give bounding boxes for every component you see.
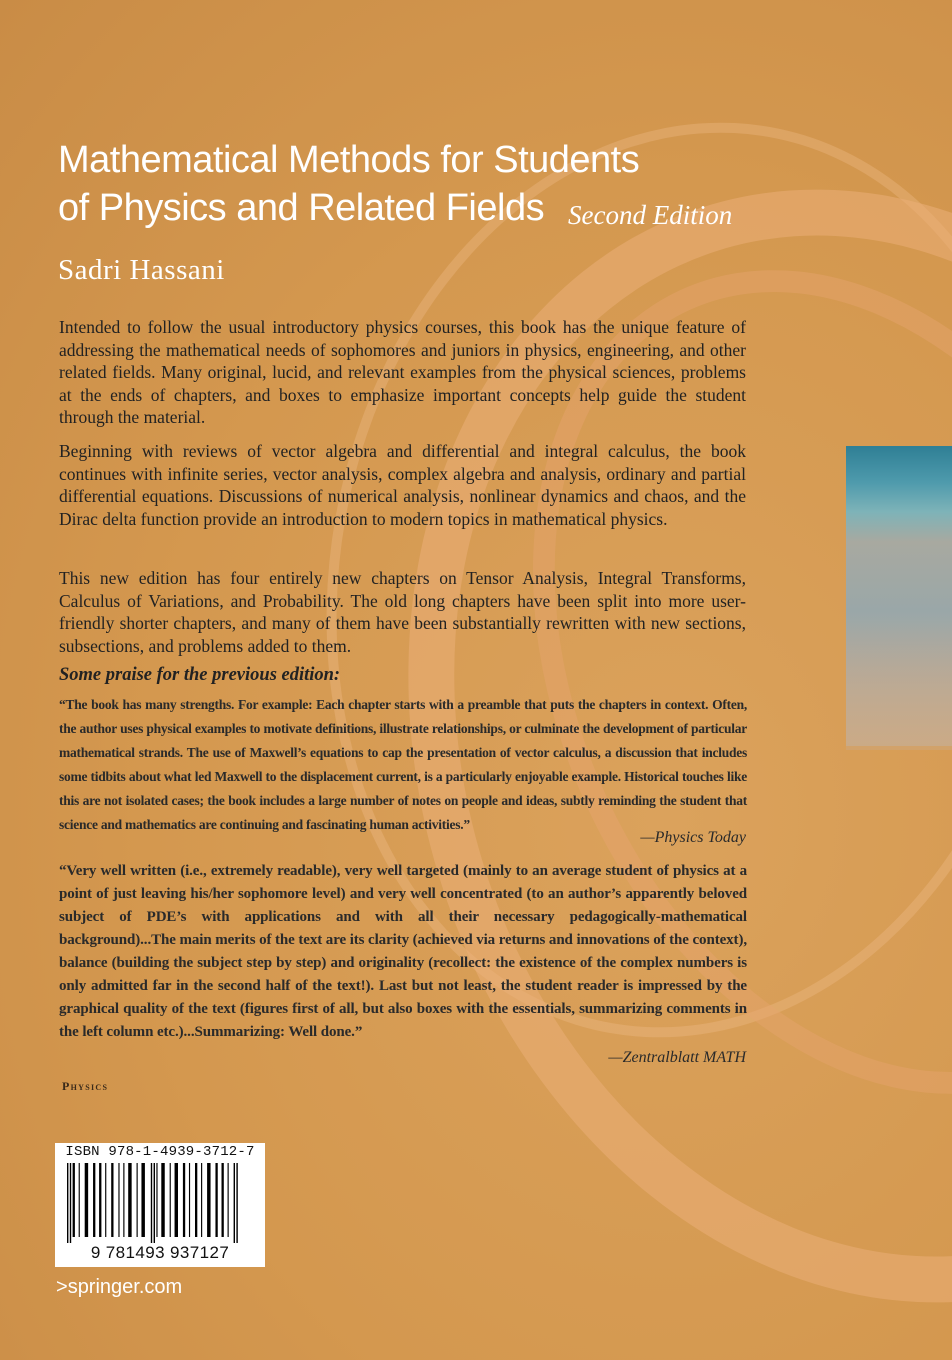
barcode-bar xyxy=(207,1163,210,1237)
description-paragraph: Intended to follow the usual introductory physics courses, this book has the unique feature of addressing the mathematical needs of sophomores and juniors in physics, engineering, and other related fields. Many original, lucid, and relevant examples from the physical sciences, problems at the ends of chapters, and boxes to emphasize important concepts help guide the student through the material. xyxy=(59,317,746,427)
barcode-bar xyxy=(73,1163,75,1237)
review-quote: “The book has many strengths. For example: Each chapter starts with a preamble that puts the chapters in context. Often, the author uses physical examples to motivate definitions, illustrate relationships, or culminate the development of particular mathematical strands. The use of Maxwell’s equations to cap the presentation of vector calculus, a discussion that includes some tidbits about what led Maxwell to the displacement current, is a particularly enjoyable example. Historical touches like this are not isolated cases; the book includes a large number of notes on people and ideas, subtly reminding the student that science and mathematics are continuing and fascinating human activities.” xyxy=(59,697,747,832)
barcode-bar xyxy=(128,1163,131,1237)
description-paragraph: Beginning with reviews of vector algebra and differential and integral calculus, the book continues with infinite series, vector analysis, complex algebra and analysis, ordinary and partial differential equations. Discussions of numerical analysis, nonlinear dynamics and chaos, and the Dirac delta function provide an introduction to modern topics in mathematical physics. xyxy=(59,441,746,529)
publisher-url-text: springer.com xyxy=(67,1276,183,1298)
barcode-bar xyxy=(105,1163,106,1237)
barcode-bar xyxy=(85,1163,88,1237)
barcode-bar xyxy=(215,1163,217,1237)
edition-label: Second Edition xyxy=(568,200,733,230)
barcode-bar xyxy=(79,1163,80,1237)
barcode-bar xyxy=(228,1163,229,1237)
book-title-line: of Physics and Related Fields xyxy=(58,187,545,229)
book-title-line: Mathematical Methods for Students xyxy=(58,139,640,181)
review-source: —Zentralblatt MATH xyxy=(608,1049,746,1066)
barcode-bar xyxy=(141,1163,144,1237)
barcode-bar xyxy=(93,1163,95,1237)
barcode-bar xyxy=(195,1163,197,1237)
review-quote: “Very well written (i.e., extremely readable), very well targeted (mainly to an average student of physics at a point of just leaving his/her sophomore level) and very well concentrated (to an author’s apparently beloved subject of PDE’s with applications and with all their necessary pedagogically-mathematical background)...The main merits of the text are its clarity (achieved via returns and innovations of the context), balance (building the subject step by step) and originality (recollect: the existence of the complex numbers is only admitted far in the second half of the text!). Last but not least, the student reader is impressed by the graphical quality of the text (figures first of all, but also boxes with the essentials, summarizing comments in the left column etc.)...Summarizing: Well done.” xyxy=(59,863,747,1040)
barcode-bar xyxy=(189,1163,190,1237)
barcode-digits: 9 781493 937127 xyxy=(90,1243,230,1262)
barcode-bar xyxy=(156,1163,157,1237)
barcode-bar xyxy=(99,1163,101,1237)
barcode-bar xyxy=(201,1163,202,1237)
review-source: —Physics Today xyxy=(640,829,746,846)
barcode-bar xyxy=(236,1163,237,1243)
barcode-bars xyxy=(65,1163,255,1243)
publisher-url xyxy=(56,1276,182,1299)
barcode-bar xyxy=(161,1163,164,1237)
barcode-bar xyxy=(137,1163,138,1237)
barcode-bar xyxy=(222,1163,224,1237)
subject-category: Physics xyxy=(62,1079,109,1093)
author-name: Sadri Hassani xyxy=(58,254,225,286)
barcode-bar xyxy=(123,1163,124,1237)
barcode-bar xyxy=(70,1163,71,1243)
barcode-bar xyxy=(111,1163,113,1237)
barcode-bar xyxy=(67,1163,68,1243)
barcode-bar xyxy=(234,1163,235,1243)
decorative-color-band-fade xyxy=(846,620,952,750)
publisher-url-prefix: > xyxy=(56,1276,68,1298)
praise-heading: Some praise for the previous edition: xyxy=(59,665,341,685)
barcode-bar xyxy=(151,1163,152,1243)
isbn-barcode xyxy=(55,1143,265,1267)
barcode-bar xyxy=(118,1163,119,1237)
barcode-bar xyxy=(183,1163,185,1237)
barcode-bar xyxy=(170,1163,171,1237)
description-paragraph: This new edition has four entirely new chapters on Tensor Analysis, Integral Transforms, Calculus of Variations, and Probability. The old long chapters have been split into more user-friendly shorter chapters, and many of them have been substantially rewritten with new sections, subsections, and problems added to them. xyxy=(59,568,746,656)
isbn-number: ISBN 978-1-4939-3712-7 xyxy=(65,1144,255,1160)
barcode-bar xyxy=(175,1163,178,1237)
barcode-bar xyxy=(154,1163,155,1243)
